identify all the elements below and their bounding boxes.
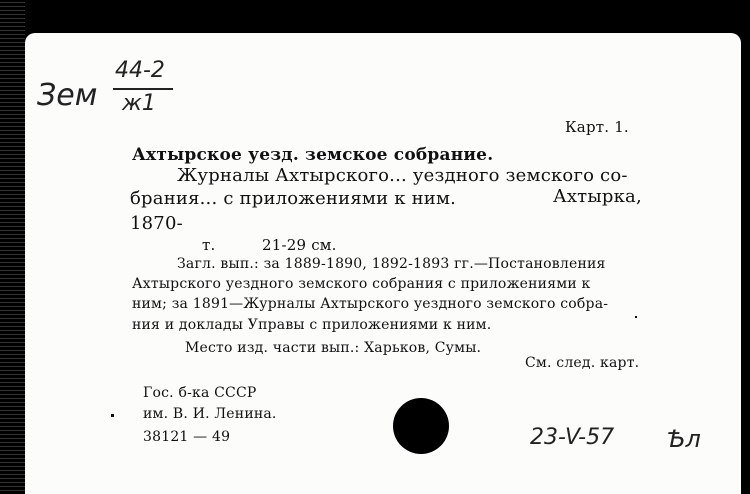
speck	[635, 316, 637, 318]
catalog-card	[25, 33, 741, 494]
library-line-2: им. В. И. Ленина.	[143, 406, 277, 422]
library-line-3: 38121 — 49	[143, 429, 231, 445]
title-line-1: Журналы Ахтырского... уездного земского со-	[177, 165, 628, 186]
scan-left-edge	[0, 0, 25, 494]
size: 21-29 см.	[262, 236, 337, 254]
volume: т.	[202, 236, 216, 254]
note-line-1: Загл. вып.: за 1889-1890, 1892-1893 гг.—Постановления	[177, 256, 606, 272]
shelf-divider	[113, 88, 173, 90]
handwritten-shelf-top: 44-2	[115, 58, 165, 83]
note-line-3: ним; за 1891—Журналы Ахтырского уездного земского собра-	[132, 296, 609, 312]
library-line-1: Гос. б-ка СССР	[143, 385, 257, 401]
title-line-2: брания... с приложениями к ним.	[130, 188, 457, 209]
year: 1870-	[130, 213, 183, 234]
heading: Ахтырское уезд. земское собрание.	[132, 145, 494, 165]
handwritten-prefix: Зем	[37, 78, 98, 113]
place-of-publication: Место изд. части вып.: Харьков, Сумы.	[185, 340, 482, 356]
handwritten-date: 23-V-57	[530, 425, 615, 450]
card-number: Карт. 1.	[565, 118, 629, 136]
place: Ахтырка,	[553, 186, 642, 207]
handwritten-initials: Ѣл	[667, 425, 701, 453]
handwritten-shelf-bottom: ж1	[122, 91, 156, 116]
punch-hole	[393, 398, 449, 454]
see-next-card: См. след. карт.	[525, 355, 640, 371]
note-line-2: Ахтырского уездного земского собрания с приложениями к	[132, 276, 591, 292]
speck	[111, 414, 114, 417]
note-line-4: ния и доклады Управы с приложениями к ним.	[132, 317, 492, 333]
scan-right-edge	[741, 0, 750, 494]
